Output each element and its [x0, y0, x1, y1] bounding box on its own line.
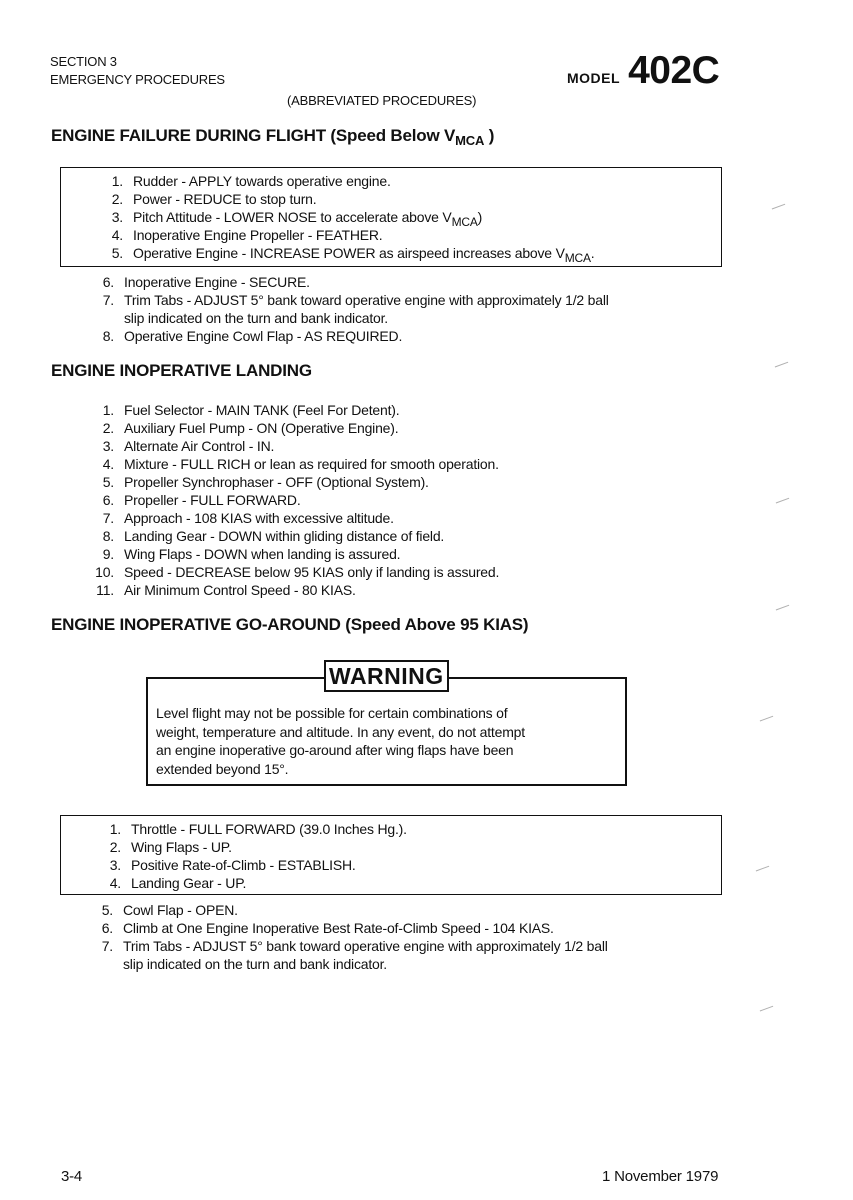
- section-title-inoperative-landing: ENGINE INOPERATIVE LANDING: [51, 361, 312, 380]
- list-item: 7. Trim Tabs - ADJUST 5° bank toward operative engine with approximately 1/2 ball slip indicated on the turn and bank indicator.: [101, 938, 608, 972]
- list-item: 1. Rudder - APPLY towards operative engine.: [111, 173, 391, 189]
- scan-mark: [775, 362, 790, 371]
- list-item: 11. Air Minimum Control Speed - 80 KIAS.: [96, 582, 356, 598]
- chapter-title: EMERGENCY PROCEDURES: [50, 72, 225, 87]
- warning-text: [156, 704, 616, 778]
- list-item: 8. Operative Engine Cowl Flap - AS REQUIRED.: [102, 328, 403, 344]
- list-item: 3. Alternate Air Control - IN.: [102, 438, 275, 454]
- scan-mark: [760, 1006, 775, 1015]
- list-item: 4. Landing Gear - UP.: [109, 875, 247, 891]
- list-item: 6. Propeller - FULL FORWARD.: [102, 492, 301, 508]
- model-number: 402C: [628, 49, 720, 92]
- list-item: 5. Propeller Synchrophaser - OFF (Optional System).: [102, 474, 429, 490]
- model-label: MODEL: [567, 70, 621, 86]
- list-item: 5. Operative Engine - INCREASE POWER as airspeed increases above VMCA.: [111, 245, 595, 265]
- scan-mark: [776, 498, 791, 507]
- list-item: 7. Approach - 108 KIAS with excessive altitude.: [102, 510, 394, 526]
- list-item: 10. Speed - DECREASE below 95 KIAS only if landing is assured.: [95, 564, 500, 580]
- revision-date: 1 November 1979: [602, 1168, 719, 1185]
- scan-mark: [756, 866, 771, 875]
- title-end: ): [484, 126, 495, 145]
- section-title-engine-failure: [51, 126, 494, 146]
- warning-label: WARNING: [324, 660, 449, 692]
- list-item: 2. Auxiliary Fuel Pump - ON (Operative Engine).: [102, 420, 399, 436]
- page-number: 3-4: [61, 1168, 83, 1185]
- list-item: 7. Trim Tabs - ADJUST 5° bank toward operative engine with approximately 1/2 ball slip indicated on the turn and bank indicator.: [102, 292, 609, 326]
- list-item: 1. Throttle - FULL FORWARD (39.0 Inches Hg.).: [109, 821, 407, 837]
- warning-line: weight, temperature and altitude. In any event, do not attempt: [156, 723, 525, 740]
- title-subscript: MCA: [455, 133, 485, 148]
- list-item: 2. Power - REDUCE to stop turn.: [111, 191, 317, 207]
- list-item: 1. Fuel Selector - MAIN TANK (Feel For Detent).: [102, 402, 400, 418]
- scan-mark: [772, 204, 787, 213]
- model-designation: [567, 49, 719, 93]
- warning-line: an engine inoperative go-around after wing flaps have been: [156, 742, 514, 758]
- list-item: 4. Inoperative Engine Propeller - FEATHER.: [111, 227, 383, 243]
- list-item: 3. Pitch Attitude - LOWER NOSE to accelerate above VMCA): [111, 209, 483, 229]
- scan-mark: [776, 605, 791, 614]
- list-item: 6. Inoperative Engine - SECURE.: [102, 274, 310, 290]
- section-number: SECTION 3: [50, 54, 117, 69]
- scan-mark: [760, 716, 775, 725]
- list-item: 5. Cowl Flap - OPEN.: [101, 902, 238, 918]
- page-subtitle: (ABBREVIATED PROCEDURES): [287, 93, 477, 108]
- title-text: ENGINE FAILURE DURING FLIGHT (Speed Below V: [51, 126, 456, 145]
- list-item: 3. Positive Rate-of-Climb - ESTABLISH.: [109, 857, 356, 873]
- list-item: 6. Climb at One Engine Inoperative Best Rate-of-Climb Speed - 104 KIAS.: [101, 920, 554, 936]
- list-item: 8. Landing Gear - DOWN within gliding distance of field.: [102, 528, 445, 544]
- list-item: 2. Wing Flaps - UP.: [109, 839, 232, 855]
- section-title-go-around: ENGINE INOPERATIVE GO-AROUND (Speed Above 95 KIAS): [51, 615, 529, 634]
- warning-line: Level flight may not be possible for certain combinations of: [156, 705, 508, 721]
- list-item: 4. Mixture - FULL RICH or lean as required for smooth operation.: [102, 456, 499, 472]
- warning-line: extended beyond 15°.: [156, 760, 289, 777]
- list-item: 9. Wing Flaps - DOWN when landing is assured.: [102, 546, 401, 562]
